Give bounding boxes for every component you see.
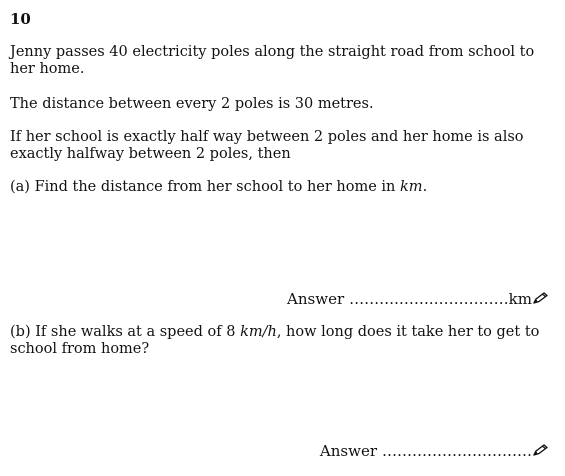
- pencil-icon: [533, 292, 549, 304]
- part-a-answer-blank[interactable]: ……….…….……………: [349, 290, 509, 308]
- question-number: 10: [10, 10, 31, 28]
- part-b-prompt: [10, 324, 555, 358]
- part-a-unit: km: [400, 179, 423, 195]
- part-b-answer-label: Answer: [319, 442, 377, 460]
- part-b-answer-line[interactable]: [320, 442, 549, 460]
- part-a-answer-unit: km: [508, 290, 532, 308]
- part-b-answer-blank[interactable]: …………………………: [382, 442, 532, 460]
- part-b-text-1: (b) If she walks at a speed of 8: [10, 324, 241, 340]
- part-a-suffix: .: [422, 179, 428, 195]
- question-intro-1: Jenny passes 40 electricity poles along the straight road from school to her home.: [10, 44, 535, 77]
- part-b-unit: km/h: [240, 324, 277, 340]
- pencil-icon: [533, 444, 549, 456]
- part-a-text: (a) Find the distance from her school to her home in: [10, 179, 401, 195]
- part-b-text-2: , how long does it take her to get to school from home?: [10, 324, 540, 357]
- question-intro-3: If her school is exactly half way between 2 poles and her home is also exactly halfway between 2 poles, then: [10, 129, 524, 162]
- part-a-answer-label: Answer: [287, 290, 345, 308]
- part-a-prompt: [10, 179, 555, 196]
- part-a-answer-line[interactable]: [287, 290, 549, 308]
- question-intro-2: The distance between every 2 poles is 30 metres.: [10, 96, 374, 112]
